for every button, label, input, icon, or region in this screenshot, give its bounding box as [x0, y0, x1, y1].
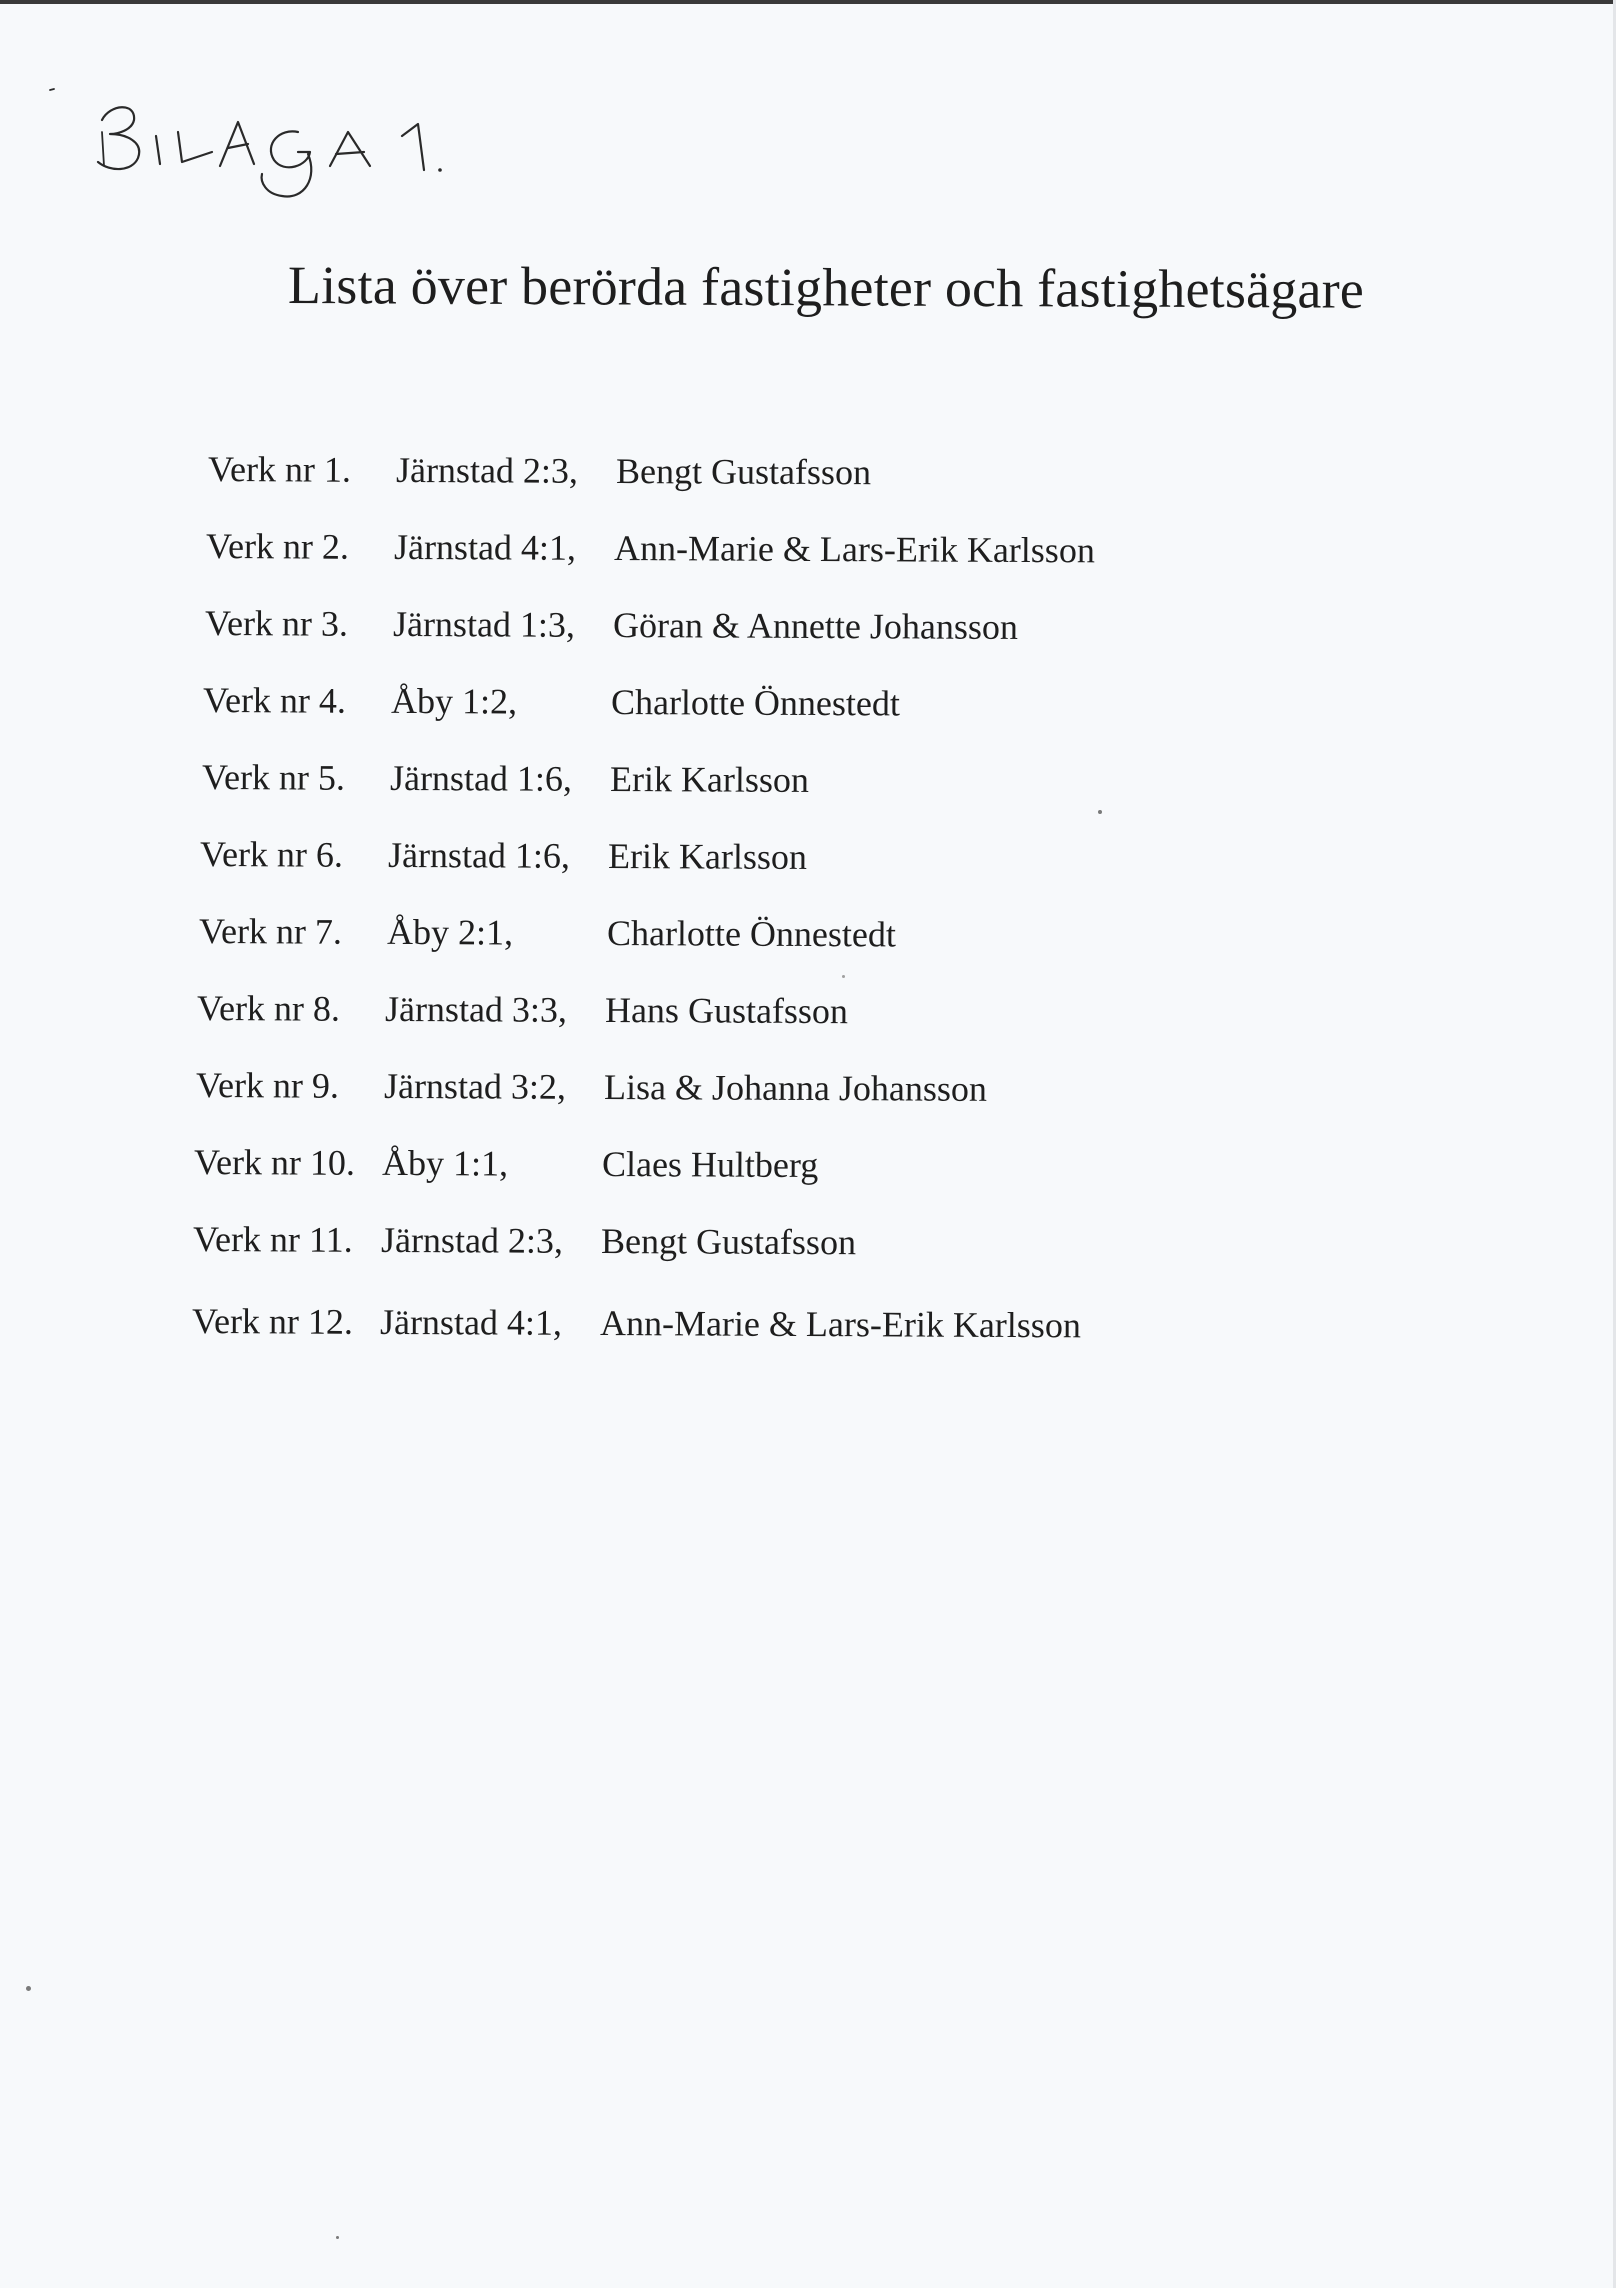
scan-speck	[1098, 810, 1102, 814]
property-owner: Lisa & Johanna Johansson	[603, 1066, 988, 1109]
property-owner: Charlotte Önnestedt	[606, 912, 897, 955]
property-designation: Åby 1:2,	[390, 680, 518, 722]
work-number: Verk nr 5.	[201, 757, 346, 798]
page-title: Lista över berörda fastigheter och fastighetsägare	[287, 255, 1365, 320]
work-number: Verk nr 12.	[191, 1301, 354, 1342]
property-designation: Järnstad 2:3,	[380, 1219, 564, 1261]
property-designation: Järnstad 1:3,	[392, 603, 576, 645]
property-owner: Ann-Marie & Lars-Erik Karlsson	[613, 527, 1095, 571]
work-number: Verk nr 4.	[202, 680, 347, 721]
property-owner: Ann-Marie & Lars-Erik Karlsson	[599, 1302, 1081, 1346]
work-number: Verk nr 8.	[196, 988, 341, 1029]
property-owner: Göran & Annette Johansson	[612, 604, 1019, 647]
scan-speck	[842, 975, 845, 978]
property-designation: Järnstad 1:6,	[389, 757, 573, 799]
scan-speck	[26, 1986, 31, 1991]
property-designation: Järnstad 1:6,	[387, 834, 571, 876]
property-designation: Järnstad 3:2,	[383, 1065, 567, 1107]
property-owner: Charlotte Önnestedt	[610, 681, 901, 724]
work-number: Verk nr 10.	[193, 1142, 356, 1183]
scan-speck	[336, 2236, 339, 2239]
work-number: Verk nr 7.	[198, 911, 343, 952]
property-owner: Erik Karlsson	[609, 758, 810, 800]
work-number: Verk nr 9.	[195, 1065, 340, 1106]
property-owner: Erik Karlsson	[607, 835, 808, 877]
property-owner: Claes Hultberg	[601, 1143, 819, 1186]
property-owner: Bengt Gustafsson	[615, 450, 872, 493]
property-designation: Järnstad 2:3,	[395, 449, 579, 491]
property-designation: Åby 2:1,	[386, 911, 514, 953]
work-number: Verk nr 1.	[207, 449, 352, 490]
work-number: Verk nr 2.	[205, 526, 350, 567]
work-number: Verk nr 6.	[199, 834, 344, 875]
property-designation: Järnstad 3:3,	[384, 988, 568, 1030]
work-number: Verk nr 11.	[192, 1219, 353, 1260]
property-designation: Åby 1:1,	[381, 1142, 509, 1184]
property-designation: Järnstad 4:1,	[393, 526, 577, 568]
work-number: Verk nr 3.	[204, 603, 349, 644]
property-owner: Bengt Gustafsson	[600, 1220, 857, 1263]
property-owner: Hans Gustafsson	[604, 989, 849, 1032]
property-designation: Järnstad 4:1,	[379, 1301, 563, 1343]
